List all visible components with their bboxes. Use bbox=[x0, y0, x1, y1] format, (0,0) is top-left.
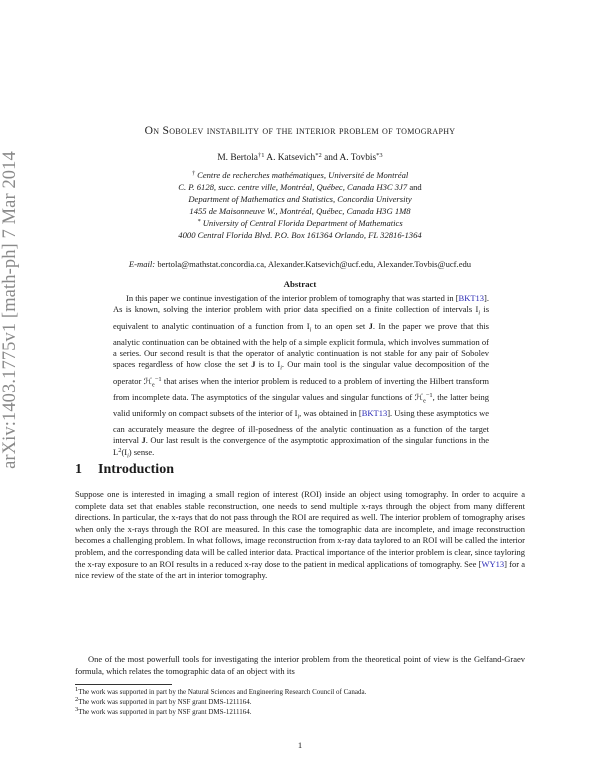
intro-paragraph: Suppose one is interested in imaging a small region of interest (ROI) inside an object using tomography. In order to acquire a complete data set that enables stable reconstruction, one needs to send multiple x-rays through the object from many different directions. In particular, the x-rays that do not pass through the ROI are required as well. The interior problem of tomography arises when only the x-rays through the ROI are measured. In this case the tomographic data are incomplete, and image reconstruction becomes a challenging problem. In what follows, image reconstruction from x-ray data taylored to an ROI will be called the interior problem, and the corresponding data will be called interior data. Practical importance of the interior problem is clear, since tayloring the x-ray exposure to an ROI results in a reduced x-ray dose to the patient in medical applications of tomography. See [WY13] for a nice review of the state of the art in interior tomography. bbox=[75, 489, 526, 581]
email-label: E-mail: bbox=[128, 259, 156, 269]
author-tovbis: A. Tovbis bbox=[339, 153, 377, 163]
intro-paragraph: One of the most powerfull tools for investigating the interior problem from the theoretical point of view is the Gelfand-Graev formula, which relates the tomographic data of an object with its bbox=[75, 654, 525, 676]
affiliation-conjunction: and bbox=[409, 181, 422, 192]
affiliation-line: C. P. 6128, succ. centre ville, Montréal, Québec, Canada H3C 3J7 bbox=[178, 181, 408, 192]
affiliation-line: Department of Mathematics and Statistics, Concordia University bbox=[188, 193, 412, 204]
author-list bbox=[0, 153, 600, 163]
affiliation-line: Centre de recherches mathématiques, Université de Montréal bbox=[197, 170, 409, 180]
footnote-rule bbox=[75, 684, 172, 685]
arxiv-identifier: arXiv:1403.1775v1 [math-ph] 7 Mar 2014 bbox=[0, 151, 20, 469]
citation-link[interactable]: BKT13 bbox=[458, 293, 485, 303]
author-katsevich: A. Katsevich bbox=[266, 153, 316, 163]
affiliation-mark: † bbox=[191, 170, 195, 177]
author-conjunction: and bbox=[324, 153, 338, 163]
email-addresses[interactable]: bertola@mathstat.concordia.ca, Alexander.Katsevich@ucf.edu, Alexander.Tovbis@ucf.edu bbox=[157, 259, 472, 269]
citation-link[interactable]: WY13 bbox=[481, 558, 505, 569]
author-mark: †1 bbox=[257, 152, 265, 159]
footnote: $^2$The work was supported in part by NSF grant DMS-1211164. bbox=[75, 696, 252, 706]
affiliation-line: University of Central Florida Department of Mathematics bbox=[202, 217, 403, 228]
author-bertola: M. Bertola bbox=[217, 153, 258, 163]
abstract-heading: Abstract bbox=[283, 279, 317, 289]
email-line bbox=[0, 259, 600, 269]
citation-link[interactable]: BKT13 bbox=[361, 407, 388, 418]
footnote: $^1$The work was supported in part by the Natural Sciences and Engineering Research Council of Canada. bbox=[75, 686, 367, 696]
author-mark: *3 bbox=[376, 152, 383, 159]
section-number: 1 bbox=[75, 462, 82, 477]
affiliation-line: 1455 de Maisonneuve W., Montréal, Québec, Canada H3G 1M8 bbox=[189, 205, 411, 216]
paper-title: On Sobolev instability of the interior problem of tomography bbox=[144, 124, 456, 137]
affiliation-block bbox=[0, 170, 600, 241]
author-mark: *2 bbox=[315, 152, 322, 159]
section-heading bbox=[75, 462, 174, 478]
abstract-body: In this paper we continue investigation of the interior problem of tomography that was started in [BKT13]. As is known, solving the interior problem with prior data specified on a finite collection of intervals $I_i$ is equivalent to analytic continuation of a function from $I_i$ to an open set J. In the paper we prove that this analytic continuation can be obtained with the help of a simple explicit formula, which involves summation of a series. Our second result is that the operator of analytic continuation is not stable for any pair of Sobolev spaces regardless of how close the set J is to $I_i$. Our main tool is the singular value decomposition of the operator ℋ$_e^{-1}$ that arises when the interior problem is reduced to a problem of inverting the Hilbert transform from incomplete data. The asymptotics of the singular values and singular functions of ℋ$_e^{-1}$, the latter being valid uniformly on compact subsets of the interior of $I_i$, was obtained in [BKT13]. Using these asymptotics we can accurately measure the degree of ill-posedness of the analytic continuation as a function of the target interval J. Our last result is the convergence of the asymptotic approximation of the singular functions in the $L^2(I_i)$ sense. bbox=[113, 293, 490, 460]
footnote: $^3$The work was supported in part by NSF grant DMS-1211164. bbox=[75, 706, 252, 716]
section-title: Introduction bbox=[98, 462, 174, 477]
affiliation-line: 4000 Central Florida Blvd. P.O. Box 161364 Orlando, FL 32816-1364 bbox=[178, 229, 422, 240]
affiliation-mark: * bbox=[197, 217, 201, 225]
page-number: 1 bbox=[297, 740, 303, 750]
